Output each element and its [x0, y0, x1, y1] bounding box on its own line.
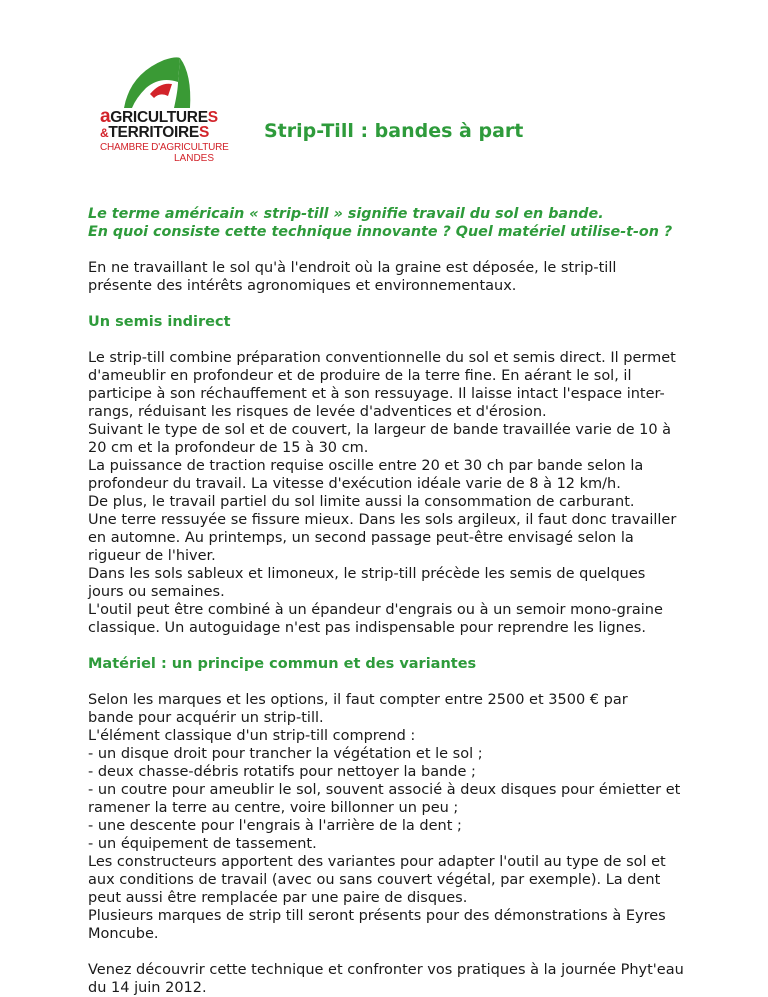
body-line: peut aussi être remplacée par une paire de disques.	[88, 890, 468, 906]
body-line: L'élément classique d'un strip-till comprend :	[88, 728, 416, 744]
section-materiel-body	[88, 691, 688, 943]
body-line: ramener la terre au centre, voire billonner un peu ;	[88, 800, 459, 816]
body-line: - un coutre pour ameublir le sol, souvent associé à deux disques pour émietter et	[88, 782, 681, 798]
page-title: Strip-Till : bandes à part	[264, 120, 524, 142]
logo-mark-icon	[120, 54, 192, 110]
body-line: La puissance de traction requise oscille entre 20 et 30 ch par bande selon la	[88, 458, 644, 474]
chambre-agriculture-logo	[96, 54, 236, 178]
article-body	[88, 205, 688, 997]
lead-paragraph	[88, 259, 688, 295]
body-line: 20 cm et la profondeur de 15 à 30 cm.	[88, 440, 369, 456]
body-line: rigueur de l'hiver.	[88, 548, 216, 564]
intro-line: En quoi consiste cette technique innovante ? Quel matériel utilise-t-on ?	[88, 224, 673, 240]
body-line: De plus, le travail partiel du sol limite aussi la consommation de carburant.	[88, 494, 635, 510]
body-line: - une descente pour l'engrais à l'arrière de la dent ;	[88, 818, 462, 834]
body-line: profondeur du travail. La vitesse d'exécution idéale varie de 8 à 12 km/h.	[88, 476, 621, 492]
body-line: Moncube.	[88, 926, 159, 942]
lead-line: En ne travaillant le sol qu'à l'endroit où la graine est déposée, le strip-till	[88, 260, 617, 276]
closing-line: Venez découvrir cette technique et confronter vos pratiques à la journée Phyt'eau	[88, 962, 684, 978]
intro-paragraph	[88, 205, 688, 241]
section-heading-semis: Un semis indirect	[88, 314, 231, 330]
body-line: Le strip-till combine préparation conventionnelle du sol et semis direct. Il permet	[88, 350, 676, 366]
body-line: d'ameublir en profondeur et de produire de la terre fine. En aérant le sol, il	[88, 368, 632, 384]
intro-line: Le terme américain « strip-till » signifie travail du sol en bande.	[88, 206, 604, 222]
body-line: - deux chasse-débris rotatifs pour nettoyer la bande ;	[88, 764, 476, 780]
section-heading-materiel: Matériel : un principe commun et des variantes	[88, 656, 477, 672]
body-line: Dans les sols sableux et limoneux, le strip-till précède les semis de quelques	[88, 566, 646, 582]
logo-text-agricultures: aGRICULTURES	[100, 106, 218, 127]
body-line: participe à son réchauffement et à son ressuyage. Il laisse intact l'espace inter-	[88, 386, 665, 402]
body-line: en automne. Au printemps, un second passage peut-être envisagé selon la	[88, 530, 634, 546]
body-line: Plusieurs marques de strip till seront présents pour des démonstrations à Eyres	[88, 908, 666, 924]
body-line: rangs, réduisant les risques de levée d'adventices et d'érosion.	[88, 404, 547, 420]
closing-paragraph	[88, 961, 688, 997]
section-semis-body	[88, 349, 688, 637]
body-line: Selon les marques et les options, il faut compter entre 2500 et 3500 € par	[88, 692, 628, 708]
body-line: bande pour acquérir un strip-till.	[88, 710, 324, 726]
body-line: Les constructeurs apportent des variantes pour adapter l'outil au type de sol et	[88, 854, 666, 870]
body-line: jours ou semaines.	[88, 584, 225, 600]
logo-text-territoires: &TERRITOIRES	[100, 124, 210, 141]
lead-line: présente des intérêts agronomiques et environnementaux.	[88, 278, 517, 294]
logo-text-chambre: CHAMBRE D'AGRICULTURE	[100, 142, 229, 153]
body-line: classique. Un autoguidage n'est pas indispensable pour reprendre les lignes.	[88, 620, 646, 636]
body-line: Une terre ressuyée se fissure mieux. Dans les sols argileux, il faut donc travailler	[88, 512, 677, 528]
body-line: L'outil peut être combiné à un épandeur d'engrais ou à un semoir mono-graine	[88, 602, 663, 618]
body-line: - un disque droit pour trancher la végétation et le sol ;	[88, 746, 483, 762]
body-line: - un équipement de tassement.	[88, 836, 317, 852]
closing-line: du 14 juin 2012.	[88, 980, 207, 996]
body-line: Suivant le type de sol et de couvert, la largeur de bande travaillée varie de 10 à	[88, 422, 672, 438]
logo-text-landes: LANDES	[174, 153, 215, 164]
body-line: aux conditions de travail (avec ou sans couvert végétal, par exemple). La dent	[88, 872, 661, 888]
